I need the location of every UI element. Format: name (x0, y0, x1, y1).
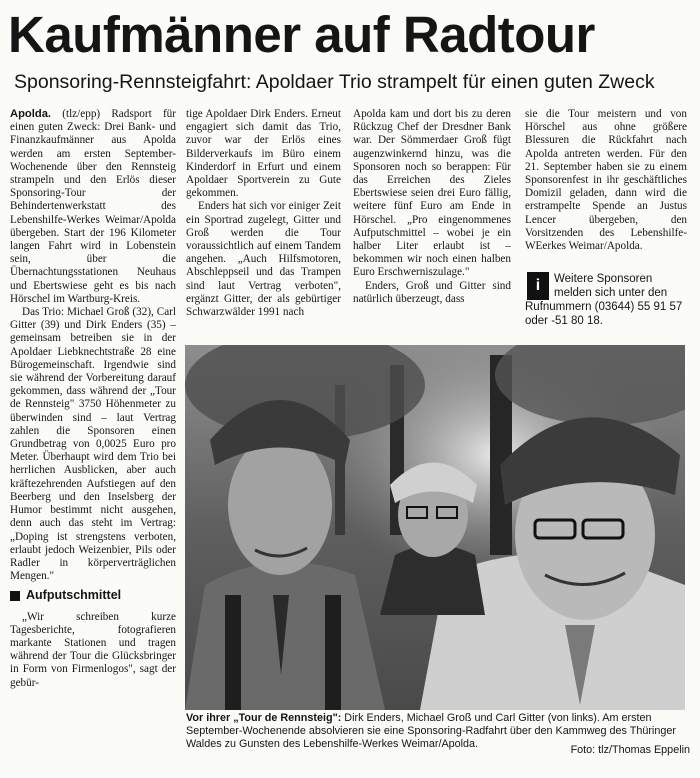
section-heading (10, 589, 176, 602)
caption-lead: Vor ihrer „Tour de Rennsteig": (186, 712, 342, 724)
section-heading-text: Aufputschmittel (26, 588, 122, 603)
paragraph (10, 108, 176, 306)
paragraph: tige Apoldaer Dirk Enders. Erneut engagiert sich damit das Trio, zuvor war der Erlös eines Bilderverkaufs im Büro einem Kinderdorf in Erfurt und einem Apoldaer Sportverein zu Gute gekommen. (186, 108, 341, 200)
photo-credit: Foto: tlz/Thomas Eppelin (570, 744, 690, 756)
subheadline: Sponsoring-Rennsteigfahrt: Apoldaer Trio strampelt für einen guten Zweck (14, 71, 655, 93)
paragraph-text: (tlz/epp) Radsport für einen guten Zweck: Drei Bank- und Finanzkaufmänner aus Apolda werden am ersten September-Wochenende über den Rennsteig strampeln und den Erlös dieser Sponsoring-Tour der Behindertenwerkstatt des Lebenshilfe-Werkes Weimar/Apolda übergeben. Start der 196 Kilometer langen Fahrt wird in Lobenstein sein, über die Übernachtungsstationen Neuhaus und Ebertswiese geht es bis nach Hörschel im Wartburg-Kreis. (10, 108, 176, 305)
cyclists-photo-illustration (185, 345, 685, 710)
dateline-place: Apolda. (10, 108, 52, 120)
sponsor-info-box (525, 272, 690, 328)
square-bullet-icon (10, 591, 20, 601)
paragraph: Enders, Groß und Gitter sind natürlich überzeugt, dass (353, 279, 511, 305)
paragraph: sie die Tour meistern und von Hörschel aus ohne größere Blessuren die Rückfahrt nach Apolda antreten werden. Für den 21. September haben sie zu einem Sponsorenfest in ihr geschäftliches Domizil geladen, dann wird die erstrampelte Spende an Justus Lencer übergeben, den Vorsitzenden des Lebenshilfe-WEerkes Weimar/Apolda. (525, 108, 687, 253)
article-column-3 (353, 108, 511, 340)
paragraph: Enders hat sich vor einiger Zeit ein Sportrad zugelegt, Gitter und Groß werden die Tour voraussichtlich auf einem Tandem angehen. „Auch Hilfsmotoren, Abschleppseil und das Trampen sind laut Vertrag verboten", ergänzt Gitter, der als gebürtiger Schwarzwälder 1991 nach (186, 200, 341, 319)
article-column-2 (186, 108, 341, 340)
paragraph: Apolda kam und dort bis zu deren Rückzug Chef der Dresdner Bank war. Der Sömmerdaer Groß fügt augenzwinkernd hinzu, was die Sponsoren noch so berappen: Für das Erreichen des Zieles Ebertswiese seien drei Euro fällig, weitere fünf Euro am Ende in Hörschel. „Pro eingenommenes Aufputschmittel – wobei je ein halber Liter erlaubt ist – bekommen wir noch einen halben Euro Erschwerniszulage." (353, 108, 511, 279)
caption-text: Dirk Enders, Michael Groß und Carl Gitter (von links). Am ersten September-Wochenende absolvieren sie eine Sponsoring-Radfahrt über den Kammweg des Thüringer Waldes zu Gunsten des Lebenshilfe-Werkes Weimar/Apolda. (186, 712, 676, 750)
paragraph: „Wir schreiben kurze Tagesberichte, fotografieren markante Stationen und tragen während der Tour die Glücksbringer in Form von Firmenlogos", sagt der gebür- (10, 610, 176, 689)
article-photo (185, 345, 685, 710)
article-column-1 (10, 108, 176, 773)
article-column-4 (525, 108, 687, 270)
headline: Kaufmänner auf Radtour (8, 6, 595, 63)
sponsor-info-text: Weitere Sponsoren melden sich unter den Rufnummern (03644) 55 91 57 oder -51 80 18. (525, 273, 683, 327)
paragraph: Das Trio: Michael Groß (32), Carl Gitter (39) und Dirk Enders (35) – gemeinsam betreiben sie in der Apoldaer Liebknechtstraße 28 eine Bürogemeinschaft. Irgendwie sind sie während der Vorbereitung darauf gekommen, dass während der „Tour de Rennsteig" 3750 Höhenmeter zu überwinden sind – laut Vertrag zahlen die Sponsoren einen Grundbetrag von 0,0025 Euro pro Meter. Überhaupt wird dem Trio bei herrlichen Ausblicken, aber auch kräftezehrenden Aufstiegen auf den Beerberg und den Inselsberg der Humor bestimmt nicht ausgehen, denn auch das steht im Vertrag: „Doping ist strengstens verboten, erlaubt jedoch Weizenbier, Pils oder Radler in körperverträglichen Mengen." (10, 306, 176, 583)
info-icon: i (527, 272, 549, 300)
